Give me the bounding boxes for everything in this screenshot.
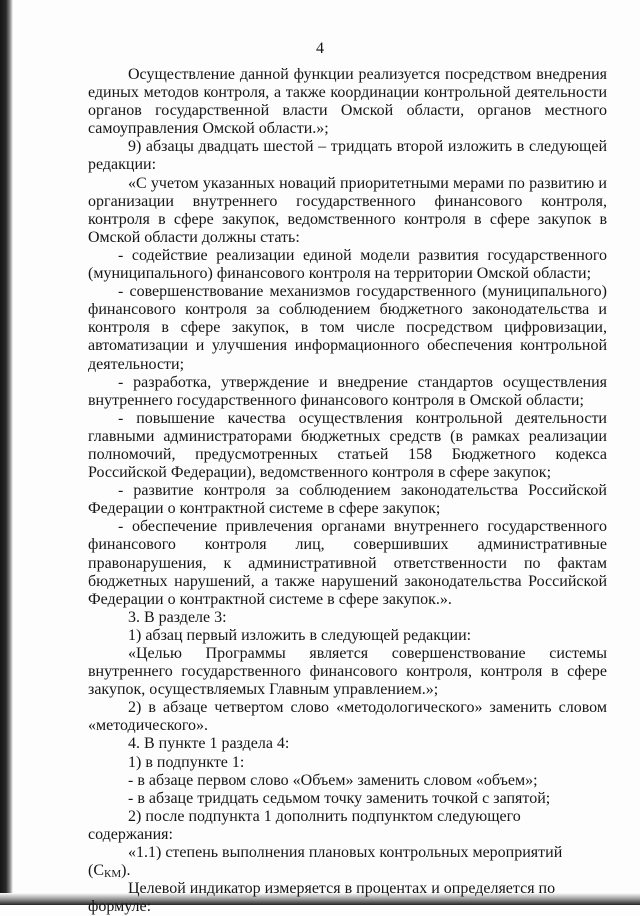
paragraph-4: - совершенствование механизмов государственного (муниципального) финансового контроля за соблюдением бюджетного законодательства и контроля в сфере закупок, в том числе посредством цифровизации, автоматизации и улучшения информационного обеспечения контрольной деятельности; (88, 283, 607, 373)
paragraph-15: - в абзаце первом слово «Объем» заменить словом «объем»; (128, 771, 538, 789)
paragraph-2: «С учетом указанных новаций приоритетными мерами по развитию и организации внутреннего государственного финансового контроля, контроля в сфере закупок, ведомственного контроля в сфере закупок в Омской области должны стать: (88, 174, 607, 246)
paragraph-0: Осуществление данной функции реализуется посредством внедрения единых методов контроля, а также координации контрольной деятельности органов государственной власти Омской области, органов местного самоуправления Омской области.»; (88, 66, 607, 138)
paragraph-18: «1.1) степень выполнения плановых контрольных мероприятий $(C_{КМ})$. (88, 844, 563, 881)
paragraph-5: - разработка, утверждение и внедрение стандартов осуществления внутреннего государственного финансового контроля в Омской области; (88, 373, 607, 409)
scan-left-edge (0, 0, 13, 905)
paragraph-13: 4. В пункте 1 раздела 4: (128, 735, 290, 753)
paragraph-16: - в абзаце тридцать седьмом точку заменить точкой с запятой; (128, 789, 551, 807)
paragraph-14: 1) в подпункте 1: (128, 753, 245, 771)
paragraph-6: - повышение качества осуществления контрольной деятельности главными администраторами бюджетных средств (в рамках реализации полномочий, предусмотренных статьей 158 Бюджетного кодекса Российской Федерации), ведомственного контроля в сфере закупок; (88, 409, 607, 482)
paragraph-7: - развитие контроля за соблюдением законодательства Российской Федерации о контрактной системе в сфере закупок; (88, 482, 607, 518)
paragraph-9: 3. В разделе 3: (128, 608, 227, 626)
paragraph-3: - содействие реализации единой модели развития государственного (муниципального) финансового контроля на территории Омской области; (88, 246, 607, 283)
paragraph-12: 2) в абзаце четвертом слово «методологического» заменить словом «методического». (88, 699, 607, 735)
indicator-subscript: КМ (104, 868, 122, 881)
paragraph-8: - обеспечение привлечения органами внутреннего государственного финансового контроля лиц, совершивших административные правонарушения, к административной ответственности по фактам бюджетных нарушений, а также нарушений законодательства Российской Федерации о контрактной системе в сфере закупок.». (88, 518, 607, 608)
page-number: 4 (316, 40, 324, 57)
paragraph-1: 9) абзацы двадцать шестой – тридцать второй изложить в следующей редакции: (88, 138, 607, 174)
paragraph-10: 1) абзац первый изложить в следующей редакции: (128, 626, 472, 644)
paragraph-11: «Целью Программы является совершенствование системы внутреннего государственного финансового контроля, контроля в сфере закупок, осуществляемых Главным управлением.»; (88, 645, 607, 699)
document-body (88, 66, 607, 916)
paragraph-19: Целевой индикатор измеряется в процентах и определяется по формуле: (88, 880, 556, 916)
paragraph-17: 2) после подпункта 1 дополнить подпунктом следующего содержания: (88, 807, 521, 843)
